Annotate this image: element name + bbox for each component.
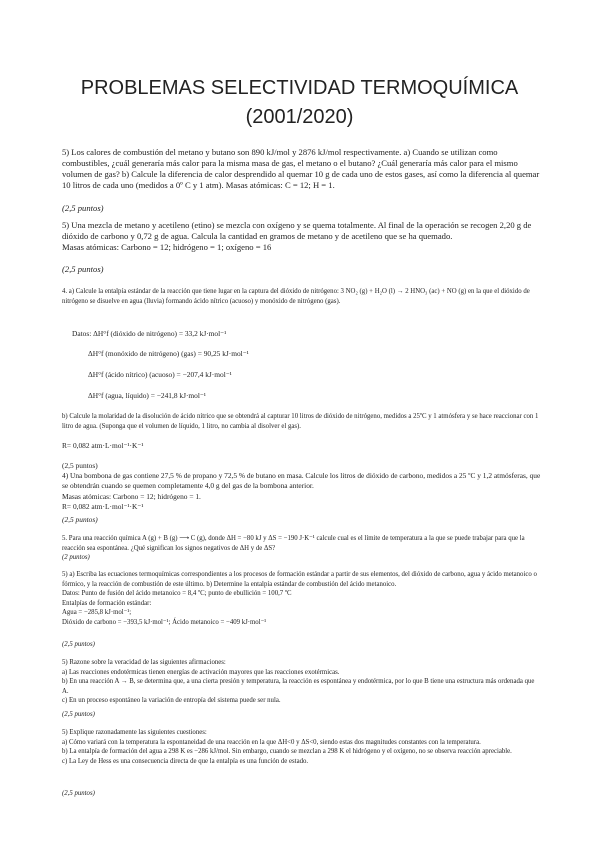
document-title: PROBLEMAS SELECTIVIDAD TERMOQUÍMICA [80, 77, 519, 99]
problem-8-score: (2,5 puntos) [62, 790, 95, 797]
problem-3-data-3: ΔH°f (ácido nítrico) (acuoso) = −207,4 kJ·mol⁻¹ [88, 370, 232, 379]
problem-2-text: 5) Una mezcla de metano y acetileno (etino) se mezcla con oxígeno y se quema totalmente. Al final de la operación se recogen 2,20 g de dióxido de carbono y 0,72 g de agua. Calcula la cantidad en gramos de metano y de acetileno que se ha quemado. Masas atómicas: Carbono = 12; hidrógeno = 1; oxígeno = 16 [62, 220, 532, 252]
problem-3-data-2: ΔH°f (monóxido de nitrógeno) (gas) = 90,25 kJ·mol⁻¹ [88, 349, 249, 358]
problem-7-text: 5) Razone sobre la veracidad de las siguientes afirmaciones: a) Las reacciones endotérmicas tienen energías de activación mayores que las reacciones exotérmicas. b) En una reacción A → B, se determina que, a una cierta presión y temperatura, la reacción es espontánea y endotérmica, por lo que B tiene una estructura más ordenada que A. c) En un proceso espontáneo la variación de entropía del sistema puede ser nula. [62, 659, 535, 705]
problem-5-score: (2 puntos) [62, 554, 90, 561]
problem-3-part-b: b) Calcule la molaridad de la disolución de ácido nítrico que se obtendrá al capturar 10 litros de dióxido de nitrógeno, medidos a 25ºC y 1 atmósfera y se hace reaccionar con 1 litro de agua. (Suponga que el volumen de líquido, 1 litro, no cambia al disolver el gas). [62, 413, 539, 430]
problem-4-text: 4) Una bombona de gas contiene 27,5 % de propano y 72,5 % de butano en masa. Calcule los litros de dióxido de carbono, medidos a 25 ºC y 1,2 atmósferas, que se obtendrán cuando se quemen completamente 4,0 g del gas de la bombona anterior. Masas atómicas: Carbono = 12; hidrógeno = 1. R= 0,082 atm·L·mol⁻¹·K⁻¹ [62, 471, 541, 512]
problem-8-text: 5) Explique razonadamente las siguientes cuestiones: a) Cómo variará con la temperatura la espontaneidad de una reacción en la que ΔH<0 y ΔS<0, siendo estas dos magnitudes constantes con la temperatura. b) La entalpía de formación del agua a 298 K es −286 kJ/mol. Sin embargo, cuando se mezclan a 298 K el hidrógeno y el oxígeno, no se observa reacción apreciable. c) La Ley de Hess es una consecuencia directa de que la entalpía es una función de estado. [62, 729, 512, 765]
problem-3-data-4: ΔH°f (agua, líquido) = −241,8 kJ·mol⁻¹ [88, 391, 207, 400]
problem-6-score: (2,5 puntos) [62, 641, 95, 648]
problem-3-gas-constant: R= 0,082 atm·L·mol⁻¹·K⁻¹ [62, 441, 144, 450]
problem-3-text: 4. a) Calcule la entalpía estándar de la reacción que tiene lugar en la captura del dióxido de nitrógeno: 3 NO₂ (g) + H₂O (l) → 2 HNO₃ (ac) + NO (g) en la que el dióxido de nitrógeno se disuelve en agua (lluvia) formando ácido nítrico (acuoso) y monóxido de nitrógeno (gas). [62, 288, 530, 305]
document-title-years: (2001/2020) [245, 106, 354, 128]
problem-1-score: (2,5 puntos) [62, 203, 104, 213]
problem-4-score: (2,5 puntos) [62, 515, 98, 524]
problem-3-data-1: Datos: ΔH°f (dióxido de nitrógeno) = 33,2 kJ·mol⁻¹ [72, 329, 227, 338]
problem-5-text: 5. Para una reacción química A (g) + B (g) ⟶ C (g), donde ΔH = −80 kJ y ΔS = −190 J·K⁻¹ calcule cual es el límite de temperatura a la que se puede trabajar para que la reacción sea espontánea. ¿Qué significan los signos negativos de ΔH y de ΔS? [62, 535, 525, 552]
problem-1-text: 5) Los calores de combustión del metano y butano son 890 kJ/mol y 2876 kJ/mol respectivamente. a) Cuando se utilizan como combustibles, ¿cuál generaría más calor para la misma masa de gas, el metano o el butano? ¿Cuál generaría más calor para el mismo volumen de gas? b) Calcule la diferencia de calor desprendido al quemar 10 g de cada uno de estos gases, así como la diferencia al quemar 10 litros de cada uno (medidos a 0º C y 1 atm). Masas atómicas: C = 12; H = 1. [62, 147, 540, 190]
problem-6-text: 5) a) Escriba las ecuaciones termoquímicas correspondientes a los procesos de formación estándar a partir de sus elementos, del dióxido de carbono, agua y ácido metanoico o fórmico, y la reacción de combustión de este último. b) Determine la entalpía estándar de combustión del ácido metanoico. Datos: Punto de fusión del ácido metanoico = 8,4 ºC; punto de ebullición = 100,7 ºC Entalpías de formación estándar: Agua = −285,8 kJ·mol⁻¹; Dióxido de carbono = −393,5 kJ·mol⁻¹; Ácido metanoico = −409 kJ·mol⁻¹ [62, 571, 537, 626]
problem-7-score: (2,5 puntos) [62, 711, 95, 718]
problem-2-score: (2,5 puntos) [62, 264, 104, 274]
problem-3-score: (2,5 puntos) [62, 461, 98, 470]
